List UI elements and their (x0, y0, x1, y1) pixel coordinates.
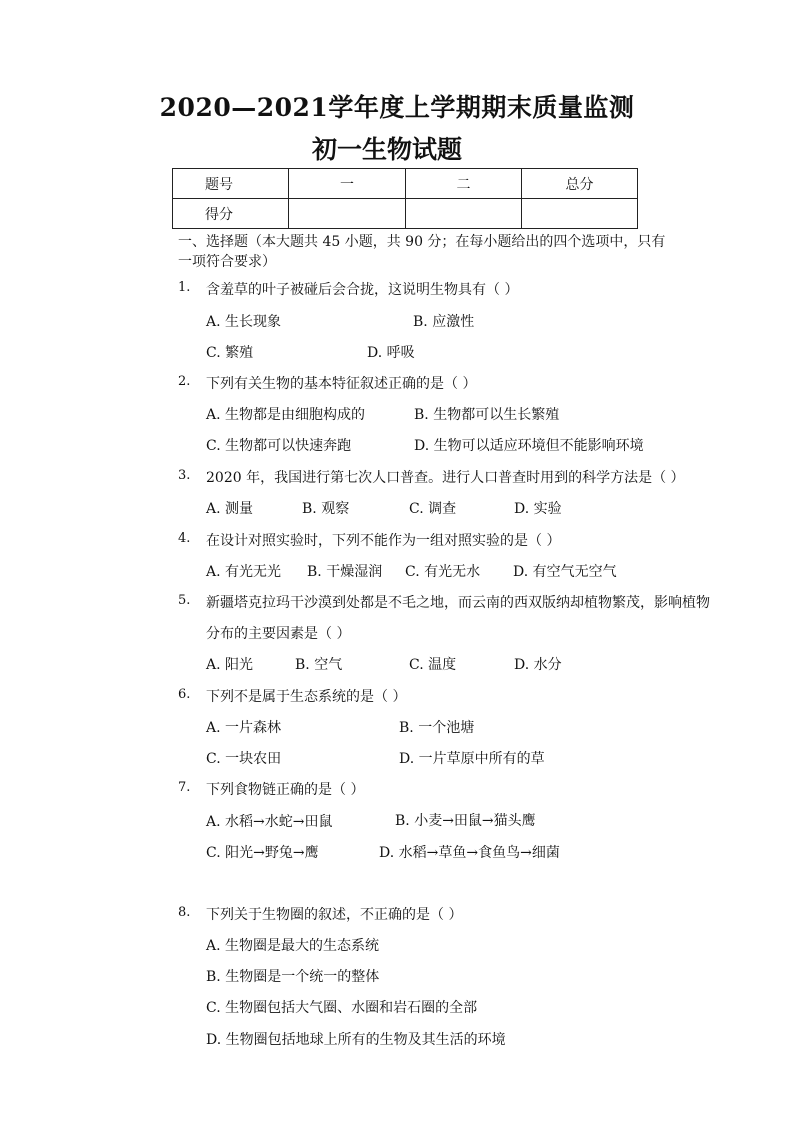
score-table-header-row (173, 169, 638, 199)
option-b: B. 观察 (302, 501, 350, 517)
option-a: A. 生长现象 (206, 314, 282, 330)
option-c: C. 阳光→野兔→鹰 (206, 845, 319, 861)
exam-subtitle: 初一生物试题 (312, 135, 463, 164)
option-d: D. 呼吸 (367, 345, 415, 361)
score-table-cell: 题号 (173, 169, 289, 199)
option-d: D. 有空气无空气 (513, 564, 617, 580)
option-b: B. 生物圈是一个统一的整体 (206, 969, 380, 985)
option-a: A. 有光无光 (206, 564, 282, 580)
score-input-cell (406, 199, 522, 229)
question-number: 3. (178, 468, 191, 483)
option-c: C. 繁殖 (206, 345, 254, 361)
option-a: A. 生物圈是最大的生态系统 (206, 938, 380, 954)
option-d: D. 实验 (514, 501, 562, 517)
option-d: D. 生物圈包括地球上所有的生物及其生活的环境 (206, 1032, 506, 1048)
score-input-cell (522, 199, 638, 229)
option-a: A. 一片森林 (206, 720, 282, 736)
exam-title: 2020—2021学年度上学期期末质量监测 (159, 93, 635, 122)
option-b: B. 生物都可以生长繁殖 (414, 407, 560, 423)
question-number: 8. (178, 905, 191, 920)
option-d: D. 水分 (514, 657, 562, 673)
option-c: C. 一块农田 (206, 751, 282, 767)
option-c: C. 生物圈包括大气圈、水圈和岩石圈的全部 (206, 1000, 478, 1016)
option-b: B. 小麦→田鼠→猫头鹰 (395, 813, 536, 829)
question-text: 2020 年，我国进行第七次人口普查。进行人口普查时用到的科学方法是（ ） (206, 470, 685, 486)
score-table-cell: 总分 (522, 169, 638, 199)
question-text: 下列有关生物的基本特征叙述正确的是（ ） (206, 376, 477, 392)
question-number: 6. (178, 687, 191, 702)
question-text-continued: 分布的主要因素是（ ） (206, 626, 351, 642)
question-number: 7. (178, 780, 191, 795)
question-text: 下列关于生物圈的叙述，不正确的是（ ） (206, 907, 463, 923)
question-number: 4. (178, 531, 191, 546)
score-table (172, 168, 638, 229)
question-text: 下列食物链正确的是（ ） (206, 782, 365, 798)
question-number: 1. (178, 280, 191, 295)
option-c: C. 生物都可以快速奔跑 (206, 438, 352, 454)
score-table-cell: 二 (406, 169, 522, 199)
option-d: D. 一片草原中所有的草 (399, 751, 545, 767)
score-table-cell: 得分 (173, 199, 289, 229)
option-a: A. 生物都是由细胞构成的 (206, 407, 366, 423)
question-text: 在设计对照实验时，下列不能作为一组对照实验的是（ ） (206, 533, 561, 549)
option-d: D. 生物可以适应环境但不能影响环境 (414, 438, 644, 454)
option-c: C. 温度 (409, 657, 457, 673)
section-instruction: 一、选择题（本大题共 45 小题，共 90 分；在每小题给出的四个选项中，只有一项符合要求） (178, 234, 666, 270)
score-table-score-row (173, 199, 638, 229)
option-c: C. 调查 (409, 501, 457, 517)
option-a: A. 阳光 (206, 657, 254, 673)
option-b: B. 干燥湿润 (307, 564, 383, 580)
score-input-cell (289, 199, 406, 229)
question-text: 新疆塔克拉玛干沙漠到处都是不毛之地，而云南的西双版纳却植物繁茂，影响植物 (206, 595, 710, 611)
option-b: B. 一个池塘 (399, 720, 475, 736)
question-text: 下列不是属于生态系统的是（ ） (206, 689, 407, 705)
option-b: B. 应激性 (413, 314, 475, 330)
option-a: A. 测量 (206, 501, 254, 517)
option-c: C. 有光无水 (405, 564, 481, 580)
question-number: 2. (178, 374, 191, 389)
option-d: D. 水稻→草鱼→食鱼鸟→细菌 (379, 845, 560, 861)
score-table-cell: 一 (289, 169, 406, 199)
question-number: 5. (178, 593, 191, 608)
option-a: A. 水稻→水蛇→田鼠 (206, 814, 333, 830)
question-text: 含羞草的叶子被碰后会合拢，这说明生物具有（ ） (206, 282, 519, 298)
option-b: B. 空气 (295, 657, 343, 673)
